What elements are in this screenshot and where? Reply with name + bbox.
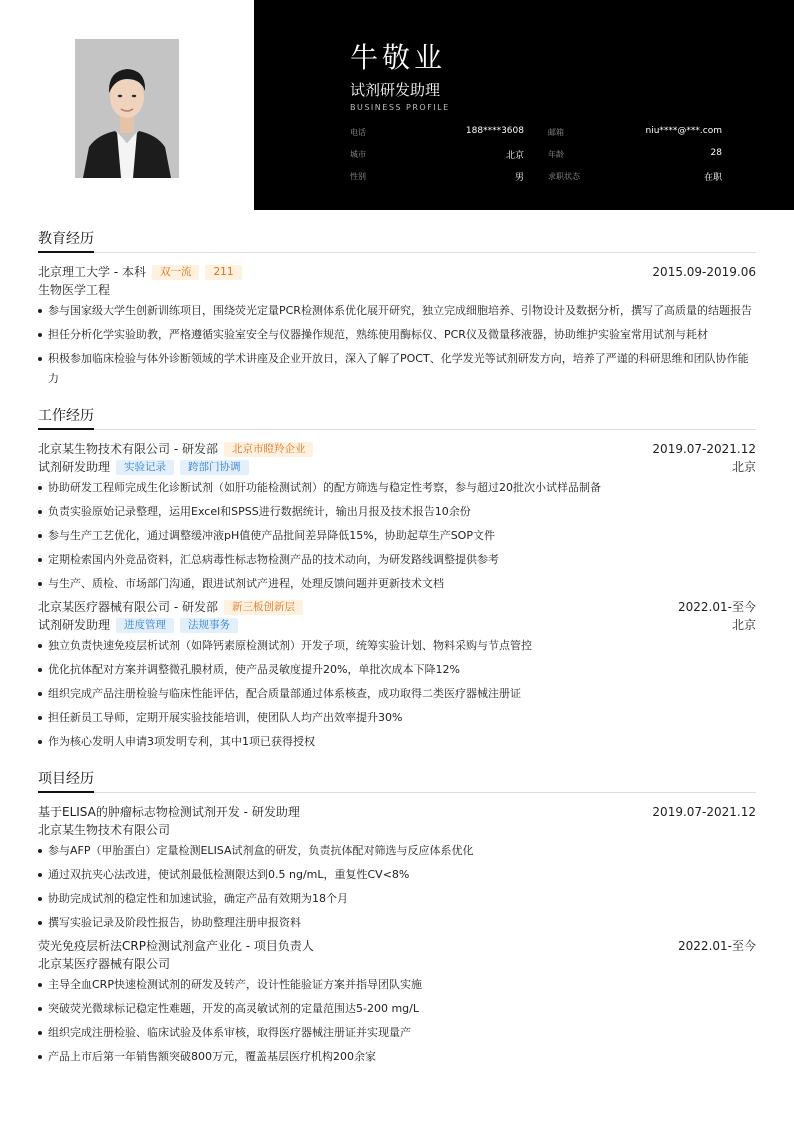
project-entry bbox=[38, 803, 756, 933]
project-date: 2022.01-至今 bbox=[678, 939, 756, 953]
email-value: niu****@***.com bbox=[645, 126, 722, 136]
list-item: 优化抗体配对方案并调整微孔膜材质，使产品灵敏度提升20%，单批次成本下降12% bbox=[38, 660, 756, 680]
list-item: 协助完成试剂的稳定性和加速试验，确定产品有效期为18个月 bbox=[38, 889, 756, 909]
profile-tagline: BUSINESS PROFILE bbox=[350, 103, 450, 112]
gender-value: 男 bbox=[514, 173, 524, 183]
position-name: 试剂研发助理 bbox=[38, 618, 111, 632]
work-header bbox=[38, 598, 756, 616]
project-company: 北京某医疗器械有限公司 bbox=[38, 957, 171, 971]
profile-photo bbox=[75, 39, 179, 178]
skill-tag: 进度管理 bbox=[116, 618, 174, 633]
list-item: 负责实验原始记录整理，运用Excel和SPSS进行数据统计，输出月报及技术报告10余份 bbox=[38, 502, 756, 522]
age-value: 28 bbox=[710, 148, 722, 158]
info-row bbox=[350, 122, 722, 144]
list-item: 与生产、质检、市场部门沟通，跟进试剂试产进程，处理反馈问题并更新技术文档 bbox=[38, 574, 756, 594]
section-title: 工作经历 bbox=[38, 405, 94, 430]
list-item: 突破荧光微球标记稳定性难题，开发的高灵敏试剂的定量范围达5-200 mg/L bbox=[38, 999, 756, 1019]
list-item: 参与AFP（甲胎蛋白）定量检测ELISA试剂盒的研发，负责抗体配对筛选与反应体系优化 bbox=[38, 841, 756, 861]
section-title: 教育经历 bbox=[38, 228, 94, 253]
project-entry bbox=[38, 937, 756, 1067]
list-item: 通过双抗夹心法改进，使试剂最低检测限达到0.5 ng/mL，重复性CV<8% bbox=[38, 865, 756, 885]
list-item: 参与生产工艺优化，通过调整缓冲液pH值使产品批间差异降低15%，协助起草生产SOP文件 bbox=[38, 526, 756, 546]
list-item: 担任分析化学实验助教，严格遵循实验室安全与仪器操作规范，熟练使用酶标仪、PCR仪及微量移液器，协助维护实验室常用试剂与耗材 bbox=[38, 325, 756, 345]
company-name: 北京某医疗器械有限公司 - 研发部 bbox=[38, 600, 218, 614]
section-divider bbox=[38, 792, 756, 793]
education-date: 2015.09-2019.06 bbox=[652, 265, 756, 279]
list-item: 主导全血CRP快速检测试剂的研发及转产，设计性能验证方案并指导团队实施 bbox=[38, 975, 756, 995]
list-item: 产品上市后第一年销售额突破800万元，覆盖基层医疗机构200余家 bbox=[38, 1047, 756, 1067]
candidate-name: 牛敬业 bbox=[350, 41, 447, 74]
education-major-row bbox=[38, 281, 756, 299]
contact-info-grid bbox=[350, 122, 722, 188]
job-status-value: 在职 bbox=[703, 173, 722, 183]
work-date: 2019.07-2021.12 bbox=[652, 442, 756, 456]
project-company: 北京某生物技术有限公司 bbox=[38, 823, 171, 837]
section-divider bbox=[38, 252, 756, 253]
project-header bbox=[38, 937, 756, 955]
job-status-label: 求职状态 bbox=[548, 172, 580, 181]
projects-section bbox=[38, 768, 756, 1067]
list-item: 撰写实验记录及阶段性报告，协助整理注册申报资料 bbox=[38, 913, 756, 933]
phone-label: 电话 bbox=[350, 128, 366, 137]
list-item: 独立负责快速免疫层析试剂（如降钙素原检测试剂）开发子项，统筹实验计划、物料采购与节点管控 bbox=[38, 636, 756, 656]
work-city: 北京 bbox=[731, 618, 756, 632]
project-name: 基于ELISA的肿瘤标志物检测试剂开发 - 研发助理 bbox=[38, 805, 300, 819]
project-bullets bbox=[38, 841, 756, 933]
project-name: 荧光免疫层析法CRP检测试剂盒产业化 - 项目负责人 bbox=[38, 939, 314, 953]
work-section bbox=[38, 405, 756, 752]
job-title: 试剂研发助理 bbox=[350, 81, 441, 99]
section-divider bbox=[38, 429, 756, 430]
list-item: 积极参加临床检验与体外诊断领域的学术讲座及企业开放日，深入了解了POCT、化学发光等试剂研发方向，培养了严谨的科研思维和团队协作能力 bbox=[38, 349, 756, 389]
work-date: 2022.01-至今 bbox=[678, 600, 756, 614]
company-name: 北京某生物技术有限公司 - 研发部 bbox=[38, 442, 218, 456]
work-header bbox=[38, 440, 756, 458]
gender-label: 性别 bbox=[350, 172, 366, 181]
education-section bbox=[38, 228, 756, 389]
work-entry bbox=[38, 598, 756, 752]
school-tag: 双一流 bbox=[152, 265, 200, 280]
school-name: 北京理工大学 - 本科 bbox=[38, 265, 146, 279]
city-label: 城市 bbox=[350, 150, 366, 159]
work-bullets bbox=[38, 636, 756, 752]
skill-tag: 跨部门协调 bbox=[180, 460, 249, 475]
portrait-illustration bbox=[75, 39, 179, 178]
work-position-row bbox=[38, 616, 756, 634]
email-label: 邮箱 bbox=[548, 128, 564, 137]
photo-area bbox=[0, 0, 254, 210]
work-bullets bbox=[38, 478, 756, 594]
header-banner bbox=[254, 0, 794, 210]
major-name: 生物医学工程 bbox=[38, 283, 111, 297]
school-tag: 211 bbox=[205, 265, 241, 280]
age-label: 年龄 bbox=[548, 150, 564, 159]
work-entry bbox=[38, 440, 756, 594]
position-name: 试剂研发助理 bbox=[38, 460, 111, 474]
education-header bbox=[38, 263, 756, 281]
phone-value: 188****3608 bbox=[465, 126, 524, 136]
list-item: 组织完成产品注册检验与临床性能评估，配合质量部通过体系核查，成功取得二类医疗器械注册证 bbox=[38, 684, 756, 704]
list-item: 定期检索国内外竞品资料，汇总病毒性标志物检测产品的技术动向，为研发路线调整提供参考 bbox=[38, 550, 756, 570]
list-item: 作为核心发明人申请3项发明专利，其中1项已获得授权 bbox=[38, 732, 756, 752]
project-date: 2019.07-2021.12 bbox=[652, 805, 756, 819]
project-company-row bbox=[38, 821, 756, 839]
skill-tag: 法规事务 bbox=[180, 618, 238, 633]
work-position-row bbox=[38, 458, 756, 476]
list-item: 组织完成注册检验、临床试验及体系审核，取得医疗器械注册证并实现量产 bbox=[38, 1023, 756, 1043]
work-city: 北京 bbox=[731, 460, 756, 474]
list-item: 担任新员工导师，定期开展实验技能培训，使团队人均产出效率提升30% bbox=[38, 708, 756, 728]
list-item: 参与国家级大学生创新训练项目，围绕荧光定量PCR检测体系优化展开研究，独立完成细胞培养、引物设计及数据分析，撰写了高质量的结题报告 bbox=[38, 301, 756, 321]
education-bullets bbox=[38, 301, 756, 389]
company-tag: 新三板创新层 bbox=[224, 600, 303, 615]
project-bullets bbox=[38, 975, 756, 1067]
section-title: 项目经历 bbox=[38, 768, 94, 793]
company-tag: 北京市瞪羚企业 bbox=[224, 442, 314, 457]
skill-tag: 实验记录 bbox=[116, 460, 174, 475]
info-row bbox=[350, 144, 722, 166]
info-row bbox=[350, 166, 722, 188]
resume-content bbox=[38, 228, 756, 1083]
project-header bbox=[38, 803, 756, 821]
city-value: 北京 bbox=[505, 151, 524, 161]
project-company-row bbox=[38, 955, 756, 973]
list-item: 协助研发工程师完成生化诊断试剂（如肝功能检测试剂）的配方筛选与稳定性考察，参与超过20批次小试样品制备 bbox=[38, 478, 756, 498]
